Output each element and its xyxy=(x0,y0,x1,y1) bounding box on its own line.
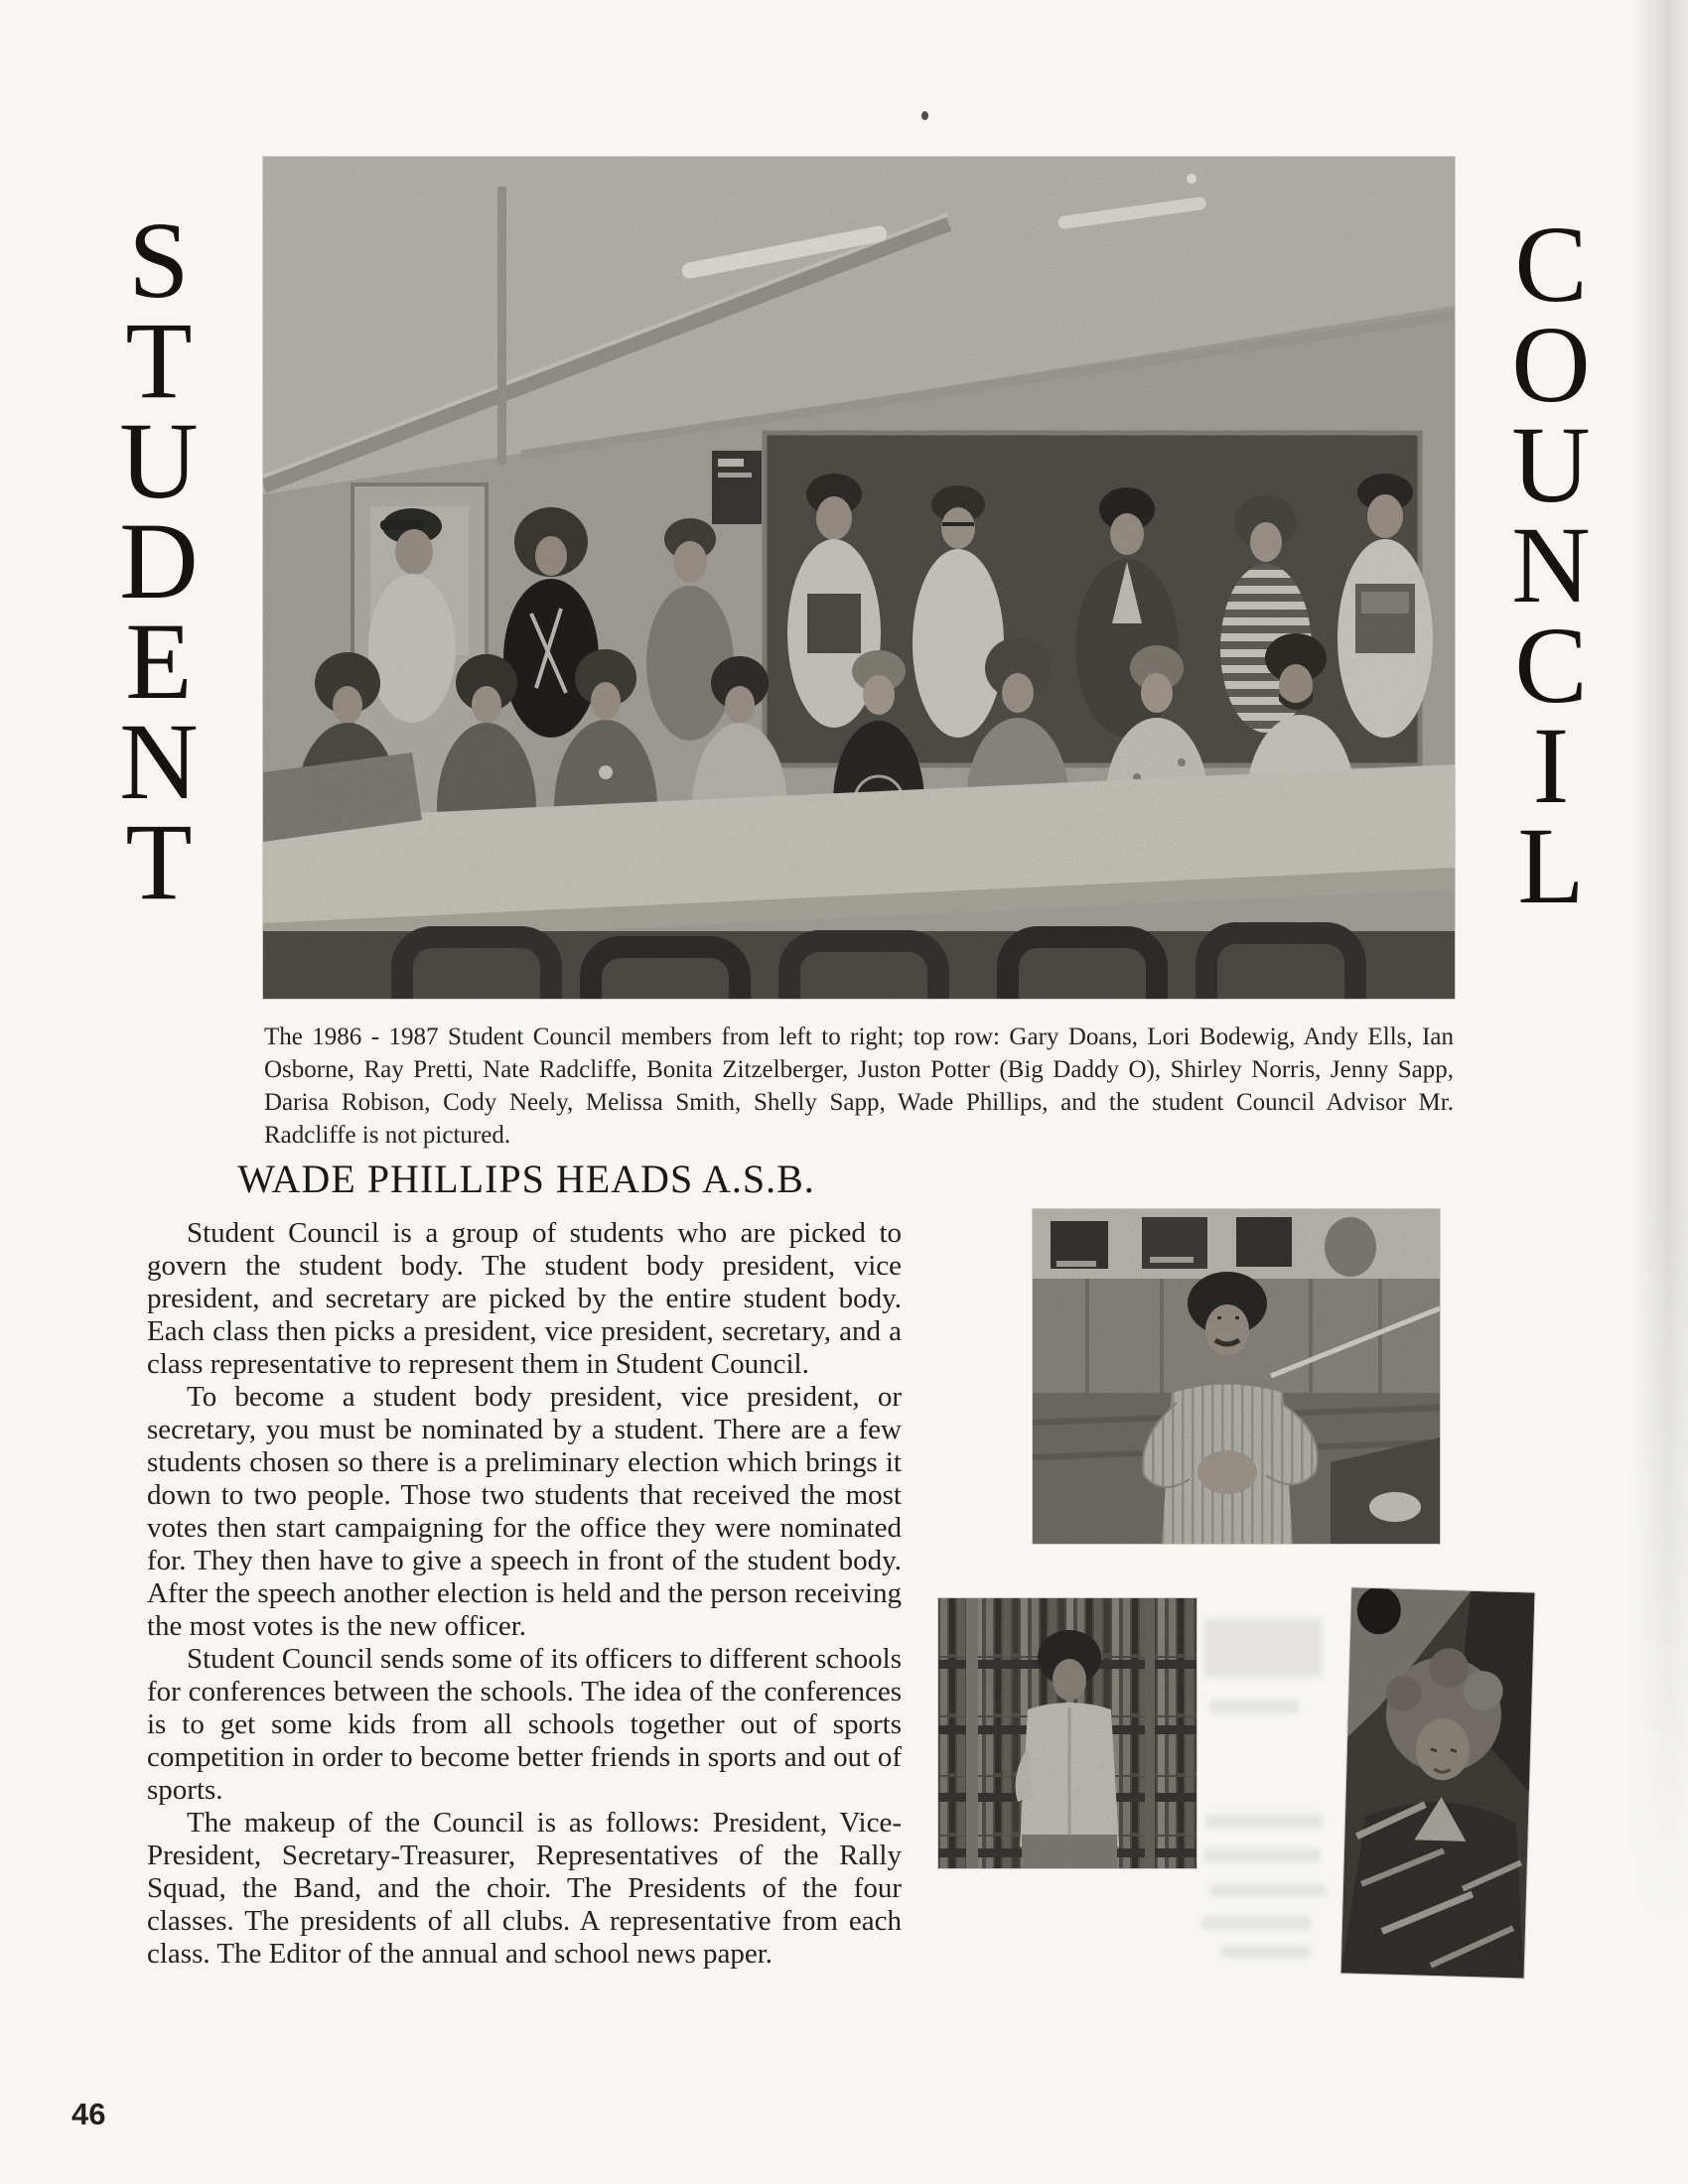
library-photo-illustration xyxy=(938,1598,1196,1868)
bleedthrough-mark xyxy=(1201,1916,1311,1930)
title-letter: D xyxy=(119,500,199,621)
article-paragraph: Student Council sends some of its officers to different schools for conferences between the schools. The idea of the conferences is to get some kids from all schools together out of sports competition in order to become better friends in sports and out of sports. xyxy=(147,1643,902,1806)
vertical-title-student xyxy=(89,200,228,922)
article-heading: WADE PHILLIPS HEADS A.S.B. xyxy=(237,1157,815,1201)
title-letter: T xyxy=(125,801,193,922)
portrait-photo-illustration xyxy=(1341,1588,1535,1979)
title-letter: I xyxy=(1532,705,1570,826)
title-letter: S xyxy=(128,200,190,321)
vertical-title-council xyxy=(1481,204,1620,926)
title-letter: L xyxy=(1517,805,1585,926)
title-letter: C xyxy=(1514,605,1588,726)
group-photo-illustration xyxy=(263,157,1455,999)
group-photo-caption: The 1986 - 1987 Student Council members from left to right; top row: Gary Doans, Lori Bodewig, Andy Ells, Ian Osborne, Ray Pretti, Nate Radcliffe, Bonita Zitzelberger, Juston Potter (Big Daddy O), Shirley Norris, Jenny Sapp, Darisa Robison, Cody Neely, Melissa Smith, Shelly Sapp, Wade Phillips, and the student Council Advisor Mr. Radcliffe is not pictured. xyxy=(264,1024,1454,1149)
portrait-photo xyxy=(1341,1588,1535,1979)
gym-photo xyxy=(1033,1209,1440,1544)
title-letter: N xyxy=(119,701,199,822)
bleedthrough-mark xyxy=(1221,1946,1311,1959)
article-paragraph: The makeup of the Council is as follows: President, Vice-President, Secretary-Treasurer, Representatives of the Rally Squad, the Band, and the choir. The Presidents of the four classes. The presidents of all clubs. A representative from each class. The Editor of the annual and school news paper. xyxy=(147,1807,902,1970)
title-letter: E xyxy=(125,601,193,722)
bleedthrough-mark xyxy=(1209,1884,1327,1897)
title-letter: C xyxy=(1514,204,1588,325)
bleedthrough-mark xyxy=(1205,1815,1323,1829)
title-letter: T xyxy=(125,300,193,421)
scan-edge-shadow xyxy=(1632,0,1688,2184)
title-letter: N xyxy=(1511,504,1591,625)
bleedthrough-mark xyxy=(1204,1618,1322,1678)
bleedthrough-mark xyxy=(1203,1848,1321,1862)
page-number: 46 xyxy=(71,2097,106,2131)
bleedthrough-mark xyxy=(1209,1700,1299,1713)
gym-photo-illustration xyxy=(1033,1209,1440,1544)
group-photo xyxy=(263,157,1455,999)
article-paragraph: Student Council is a group of students who are picked to govern the student body. The student body president, vice president, and secretary are picked by the entire student body. Each class then picks a president, vice president, secretary, and a class representative to represent them in Student Council. xyxy=(147,1217,902,1380)
title-letter: O xyxy=(1511,304,1591,425)
title-letter: U xyxy=(1511,404,1591,525)
title-letter: U xyxy=(119,400,199,521)
article-body xyxy=(147,1217,902,1971)
scan-speck xyxy=(921,111,928,120)
library-photo xyxy=(938,1598,1196,1868)
article-paragraph: To become a student body president, vice president, or secretary, you must be nominated by a student. There are a few students chosen so there is a preliminary election which brings it down to two people. Those two students that received the most votes then start campaigning for the office they were nominated for. They then have to give a speech in front of the student body. After the speech another election is held and the person receiving the most votes is the new officer. xyxy=(147,1381,902,1642)
